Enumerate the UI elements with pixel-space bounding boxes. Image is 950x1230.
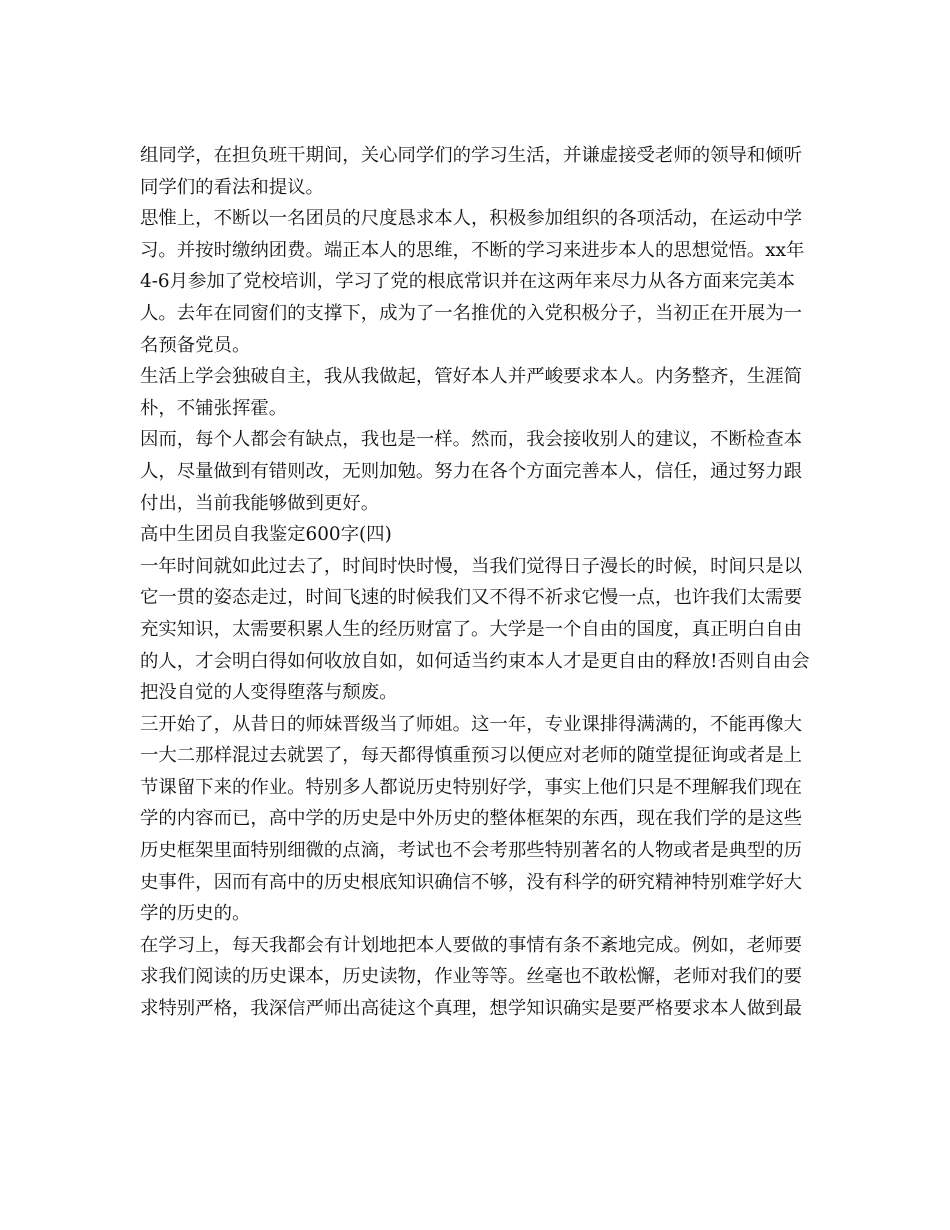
document-body: [140, 140, 815, 1025]
paragraph-1: 组同学，在担负班干期间，关心同学们的学习生活，并谦虚接受老师的领导和倾听同学们的看法和提议。: [140, 145, 803, 198]
section-heading: 高中生团员自我鉴定600字(四): [140, 524, 392, 546]
paragraph-5: 一年时间就如此过去了，时间时快时慢，当我们觉得日子漫长的时候，时间只是以它一贯的姿态走过，时间飞速的时候我们又不得不祈求它慢一点，也许我们太需要充实知识，太需要积累人生的经历财富了。大学是一个自由的国度，真正明白自由的人，才会明白得如何收放自如，如何适当约束本人才是更自由的释放!否则自由会把没自觉的人变得堕落与颓废。: [140, 555, 810, 704]
paragraph-3: 生活上学会独破自主，我从我做起，管好本人并严峻要求本人。内务整齐，生涯简朴，不铺张挥霍。: [140, 366, 803, 419]
paragraph-4: 因而，每个人都会有缺点，我也是一样。然而，我会接收别人的建议，不断检查本人，尽量做到有错则改，无则加勉。努力在各个方面完善本人，信任，通过努力跟付出，当前我能够做到更好。: [140, 429, 803, 514]
paragraph-6: 三开始了，从昔日的师妹晋级当了师姐。这一年，专业课排得满满的，不能再像大一大二那样混过去就罢了，每天都得慎重预习以便应对老师的随堂提征询或者是上节课留下来的作业。特别多人都说历史特别好学，事实上他们只是不理解我们现在学的内容而已，高中学的历史是中外历史的整体框架的东西，现在我们学的是这些历史框架里面特别细微的点滴，考试也不会考那些特别著名的人物或者是典型的历史事件，因而有高中的历史根底知识确信不够，没有科学的研究精神特别难学好大学的历史的。: [140, 713, 803, 925]
paragraph-2: 思惟上，不断以一名团员的尺度恳求本人，积极参加组织的各项活动，在运动中学习。并按时缴纳团费。端正本人的思维，不断的学习来进步本人的思想觉悟。xx年4-6月参加了党校培训，学习了党的根底常识并在这两年来尽力从各方面来完美本人。去年在同窗们的支撑下，成为了一名推优的入党积极分子，当初正在开展为一名预备党员。: [140, 208, 805, 356]
paragraph-7: 在学习上，每天我都会有计划地把本人要做的事情有条不紊地完成。例如，老师要求我们阅读的历史课本，历史读物，作业等等。丝毫也不敢松懈，老师对我们的要求特别严格，我深信严师出高徒这个真理，想学知识确实是要严格要求本人做到最: [140, 934, 803, 1020]
